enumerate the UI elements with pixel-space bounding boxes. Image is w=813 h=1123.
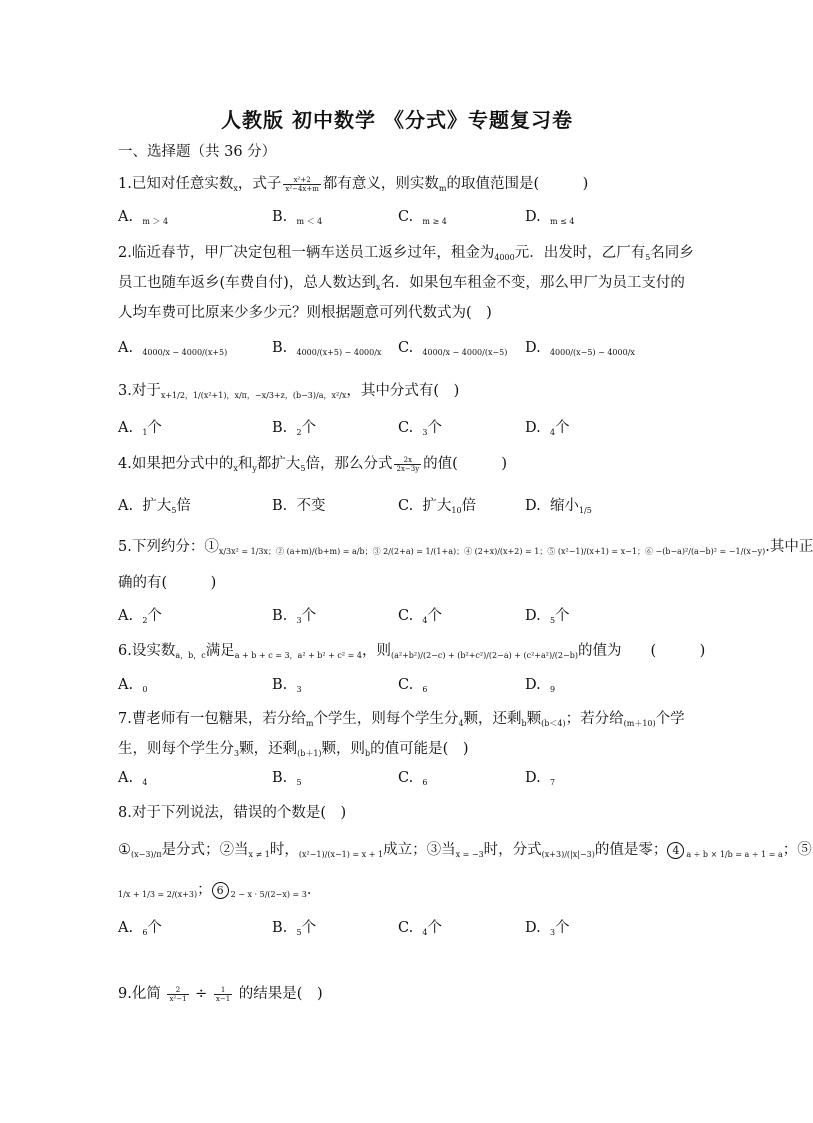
question-7-line-2: 生，则每个学生分$_3$颗，还剩$_{(b+1)}$颗，则$_b$的值可能是( ) <box>118 741 469 758</box>
question-4: 4.如果把分式中的$_x$和$_y$都扩大$_5$倍，那么分式 $\frac{2x}{2x-3y}$ 的值( ) <box>118 455 507 473</box>
q7-option-d[interactable]: D. $_7$ <box>525 770 556 787</box>
q4-option-c[interactable]: C. 扩大$_{10}$倍 <box>398 498 477 515</box>
q3-option-d[interactable]: D. $_4$个 <box>525 420 570 437</box>
circled-number-4: 4 <box>667 842 684 859</box>
q1-fraction: $\frac{\text{x²+2}}{\text{x²−4x+m}}$ <box>285 175 319 193</box>
q1-option-c[interactable]: C. $_{m \ge 4}$ <box>398 209 447 226</box>
q5-option-c[interactable]: C. $_4$个 <box>398 608 442 625</box>
question-3: 3.对于$_{x+1/2,1/(x^2+1),x/\pi,-x/3+z,(b-3)/a,x^2/x}$，其中分式有( ) <box>118 383 460 400</box>
q4-option-d[interactable]: D. 缩小$_{1/5}$ <box>525 498 592 515</box>
circled-number-6: 6 <box>212 882 229 899</box>
q2-option-a[interactable]: A. $_{4000/x - 4000/(x+5)}$ <box>118 340 228 357</box>
q9-fraction-1: $\frac{2}{\text{x²−1}}$ <box>169 985 187 1003</box>
question-8: 8.对于下列说法，错误的个数是( ) <box>118 805 347 821</box>
q7-option-b[interactable]: B. $_5$ <box>272 770 302 787</box>
q1-option-b[interactable]: B. $_{m < 4}$ <box>272 209 323 226</box>
q2-option-c[interactable]: C. $_{4000/x - 4000/(x-5)}$ <box>398 340 508 357</box>
q4-option-a[interactable]: A. 扩大$_5$倍 <box>118 498 191 515</box>
q1-option-d[interactable]: D. $_{m \le 4}$ <box>525 209 575 226</box>
q9-fraction-2: $\frac{1}{x-1}$ <box>215 985 231 1003</box>
question-8-statements-line-2: $_{1/x + 1/3 = 2/(x+3)}$； 6 $_{2 - x \cdot 5/(2-x) = 3}$． <box>118 882 322 899</box>
q2-option-b[interactable]: B. $_{4000/(x+5) - 4000/x}$ <box>272 340 382 357</box>
q3-option-a[interactable]: A. $_1$个 <box>118 420 162 437</box>
q3-option-b[interactable]: B. $_2$个 <box>272 420 317 437</box>
q6-option-d[interactable]: D. $_9$ <box>525 677 556 694</box>
question-5-line-2: 确的有( ) <box>118 575 217 591</box>
q6-option-a[interactable]: A. $_0$ <box>118 677 148 694</box>
q6-option-c[interactable]: C. $_6$ <box>398 677 428 694</box>
question-7-line-1: 7.曹老师有一包糖果，若分给$_m$个学生，则每个学生分$_4$颗，还剩$_b$颗$_{(b<4)}$；若分给$_{(m+10)}$个学 <box>118 711 685 728</box>
question-2-line-1: 2.临近春节，甲厂决定包租一辆车送员工返乡过年，租金为$_{4000}$元．出发时，乙厂有$_5$名同乡 <box>118 245 694 262</box>
question-2-line-3: 人均车费可比原来少多少元？则根据题意可列代数式为( ) <box>118 305 492 321</box>
q2-option-d[interactable]: D. $_{4000/(x-5) - 4000/x}$ <box>525 340 635 357</box>
question-2-line-2: 员工也随车返乡(车费自付)，总人数达到$_x$名．如果包车租金不变，那么甲厂为员工支付的 <box>118 275 685 292</box>
q7-option-a[interactable]: A. $_4$ <box>118 770 148 787</box>
q1-option-a[interactable]: A. $_{m > 4}$ <box>118 209 169 226</box>
question-1: 1.已知对任意实数$_x$，式子 $\frac{\text{x²+2}}{\text{x²−4x+m}}$ 都有意义，则实数$_m$的取值范围是( ) <box>118 175 589 193</box>
q5-option-d[interactable]: D. $_5$个 <box>525 608 570 625</box>
q4-option-b[interactable]: B. 不变 <box>272 498 326 514</box>
q8-option-c[interactable]: C. $_4$个 <box>398 920 442 937</box>
q3-option-c[interactable]: C. $_3$个 <box>398 420 442 437</box>
q5-option-b[interactable]: B. $_3$个 <box>272 608 317 625</box>
q8-option-b[interactable]: B. $_5$个 <box>272 920 317 937</box>
section-heading: 一、选择题（共 36 分） <box>118 144 277 160</box>
q6-option-b[interactable]: B. $_3$ <box>272 677 302 694</box>
question-9: 9.化简 $\frac{2}{\text{x²−1}}$ ÷ $\frac{1}{x-1}$ 的结果是( ) <box>118 985 323 1003</box>
question-6: 6.设实数$_{a,b,c}$满足$_{a + b + c = 3,a^2 + b^2 + c^2 = 4}$，则$_{(a^2+b^2)/(2-c) + (b^2+c^2)/(2-a) + (c^2+a^2)/(2-b)}$的值为 ( ) <box>118 643 706 660</box>
q7-option-c[interactable]: C. $_6$ <box>398 770 428 787</box>
question-5-line-1: 5.下列约分：$①_{x/3x^2 = 1/3x;② (a+m)/(b+m) = a/b;③ 2/(2+a) = 1/(1+a);④ (2+x)/(x+2) = 1;⑤ (x^2-1)/(x+1) = x-1;⑥ -(b-a)^2/(a-b)^2 = -1/(x-y)}$.其中正 <box>118 539 813 556</box>
page-title: 人教版 初中数学 《分式》专题复习卷 <box>221 108 573 132</box>
q8-option-a[interactable]: A. $_6$个 <box>118 920 162 937</box>
q8-option-d[interactable]: D. $_3$个 <box>525 920 570 937</box>
question-8-statements-line-1: $①_{(x-3)/\pi}$是分式；②当$_{x \ne 1}$时，$_{(x^2-1)/(x-1) = x + 1}$成立；③当$_{x = -3}$时，分式$_{(x+3)/(|x|-3)}$的值是零； 4 $_{a \div b \times 1/b = a \div 1 = a}$；⑤ <box>118 842 812 859</box>
q5-option-a[interactable]: A. $_2$个 <box>118 608 162 625</box>
q4-fraction: $\frac{2x}{2x-3y}$ <box>396 455 420 473</box>
